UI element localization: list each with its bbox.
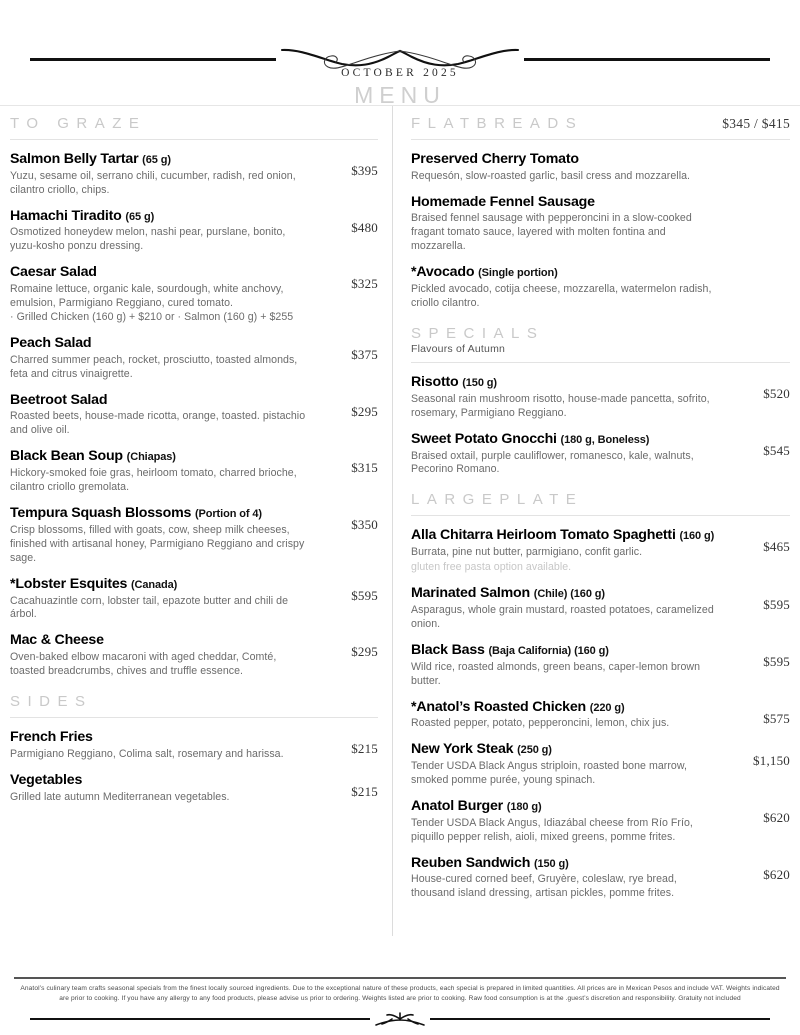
menu-item-name [10,772,312,790]
menu-item[interactable] [411,694,790,737]
menu-item-price: $215 [351,783,378,799]
menu-item-name [411,699,720,717]
menu-item-price: $295 [351,644,378,660]
section-divider [10,717,378,718]
menu-item-body [411,585,728,632]
menu-item-description: Grilled late autumn Mediterranean vegetables. [10,790,230,803]
menu-item-description: Requesón, slow-roasted garlic, basil cress and mozzarella. [411,169,691,182]
menu-item-price: $295 [351,403,378,419]
menu-item[interactable] [411,426,790,483]
menu-item-name [411,585,720,603]
menu-item[interactable] [411,736,790,793]
menu-item-name [411,194,720,212]
menu-item[interactable] [411,580,790,637]
menu-item[interactable] [411,850,790,907]
menu-item-name [10,151,312,169]
menu-item-name-text: Reuben Sandwich [411,854,531,871]
page-title: MENU [354,82,446,108]
menu-item-name-text: Black Bass [411,641,485,658]
menu-item-body [411,374,728,421]
menu-item-qualifier: (65 g) [142,154,171,166]
menu-item-price: $325 [351,276,378,292]
menu-item-price [728,194,790,206]
menu-item-price [728,264,790,276]
menu-item-name-text: Marinated Salmon [411,585,530,602]
menu-item-price: $595 [763,653,790,669]
menu-item-price: $520 [763,386,790,402]
menu-item-body [411,264,728,311]
menu-item-name-text: Beetroot Salad [10,391,108,408]
menu-item[interactable] [10,259,378,330]
menu-item-body [10,632,320,679]
menu-item-qualifier: (Portion of 4) [194,508,262,521]
menu-item-description: Oven-baked elbow macaroni with aged cheddar, Comté, toasted breadcrumbs, chives and truffle essence. [10,651,277,678]
menu-item-qualifier: (Chile) (160 g) [533,588,605,601]
header-rule-left [30,58,276,61]
issue-date: OCTOBER 2025 [341,67,459,79]
menu-item-name [10,264,312,282]
menu-item-body [10,772,320,805]
menu-item-name-text: Black Bean Soup [10,448,123,465]
section-title: SIDES [10,693,93,711]
menu-item-name-text: *Anatol’s Roasted Chicken [411,698,587,715]
header-rule-right [524,58,770,61]
menu-item-name [411,151,720,169]
menu-item-body [411,699,728,732]
menu-item-name-text: Homemade Fennel Sausage [411,193,595,210]
menu-item-body [10,151,320,198]
menu-item-body [411,527,728,575]
menu-item-body [10,448,320,495]
menu-item-qualifier: (180 g, Boneless) [560,433,650,446]
menu-item-price: $215 [351,741,378,757]
menu-item[interactable] [411,637,790,694]
menu-item-description: Tender USDA Black Angus, Idiazábal cheese from Río Frío, piquillo pepper relish, aioli, mixed greens, pomme frites. [411,816,693,843]
menu-item-description: Roasted beets, house-made ricotta, orange, toasted. pistachio and olive oil. [10,410,306,437]
footer [0,977,800,1035]
menu-item-price: $595 [763,597,790,613]
section-divider [10,139,378,140]
menu-item-description: Wild rice, roasted almonds, green beans, caper-lemon brown butter. [411,660,701,687]
menu-item[interactable] [10,146,378,203]
menu-item[interactable] [10,767,378,810]
menu-item-name-text: Anatol Burger [411,797,503,814]
section-header [10,106,378,132]
section-divider [411,515,790,516]
menu-item-price: $480 [351,219,378,235]
section-subtitle: Flavours of Autumn [411,343,506,356]
menu-item-price: $1,150 [753,753,790,769]
menu-item-body [411,431,728,478]
menu-item-name [10,576,312,594]
menu-item-body [10,392,320,439]
menu-item[interactable] [10,627,378,684]
footer-rule-right [430,1018,770,1021]
menu-item[interactable] [411,189,790,260]
menu-item[interactable] [10,571,378,628]
menu-item-description: Burrata, pine nut butter, parmigiano, confit garlic. [411,546,643,559]
section-divider [411,139,790,140]
menu-item[interactable] [10,330,378,387]
menu-item-body [10,505,320,566]
menu-item-name-text: Tempura Squash Blossoms [10,505,192,522]
menu-item-qualifier: (220 g) [589,701,625,714]
menu-item-description: House-cured corned beef, Gruyère, coleslaw, rye bread, thousand island dressing, artisan pickles, pomme frites. [411,873,677,900]
menu-item-body [411,798,728,845]
menu-item-name [10,448,312,466]
menu-item-qualifier: (160 g) [679,530,715,543]
menu-item-description: Braised fennel sausage with pepperoncini in a slow-cooked fragant tomato sauce, layered with molten fontina and mozzarella. [411,212,692,253]
menu-item-name [10,632,312,650]
menu-item[interactable] [10,387,378,444]
menu-item-name-text: Caesar Salad [10,264,97,281]
menu-item-description: Osmotized honeydew melon, nashi pear, purslane, bonito, yuzu-kosho ponzu dressing. [10,226,286,253]
menu-item-body [10,335,320,382]
menu-item-name-text: Sweet Potato Gnocchi [411,430,557,447]
menu-item-price: $575 [763,710,790,726]
menu-item-price: $350 [351,517,378,533]
section-price-note: $345 / $415 [722,116,790,131]
menu-item-name [411,527,720,545]
menu-item-description: Hickory-smoked foie gras, heirloom tomato, charred brioche, cilantro criollo gremolata. [10,467,297,494]
menu-item-name [411,374,720,392]
menu-item-body [411,741,728,788]
menu-item-description: Seasonal rain mushroom risotto, house-made pancetta, sofrito, rosemary, Parmigiano Reggiano. [411,392,710,419]
menu-item-name [10,729,312,747]
menu-item-name-text: Hamachi Tiradito [10,207,122,224]
menu-item-body [411,855,728,902]
menu-item-name-text: Mac & Cheese [10,632,104,649]
menu-item[interactable] [10,443,378,500]
menu-item-name-text: Peach Salad [10,335,92,352]
menu-item-qualifier: (Chiapas) [126,451,176,464]
menu-item-price: $620 [763,866,790,882]
menu-item-name-text: Alla Chitarra Heirloom Tomato Spaghetti [411,527,676,544]
menu-item-description: Romaine lettuce, organic kale, sourdough, white anchovy, emulsion, Parmigiano Reggiano, cured tomato. [10,283,284,310]
menu-item-qualifier: (Baja California) (160 g) [488,644,609,657]
menu-item-body [411,194,728,255]
menu-item-name [411,264,720,282]
section-header [411,316,790,342]
menu-item[interactable] [411,259,790,316]
menu-item-description: Crisp blossoms, filled with goats, cow, sheep milk cheeses, finished with artisanal honey, Parmigiano Reggiano and crispy sage. [10,523,305,564]
menu-item-name [10,208,312,226]
menu-item-description: Parmigiano Reggiano, Colima salt, rosemary and harissa. [10,747,284,760]
menu-item-name [411,741,720,759]
menu-item-name [10,505,312,523]
menu-item-name-text: French Fries [10,729,93,746]
menu-item-price: $395 [351,163,378,178]
bottom-ornament-row [30,1011,770,1027]
menu-item-body [411,642,728,689]
menu-item-name-text: Vegetables [10,771,83,788]
masthead [0,0,800,108]
menu-item-name [411,431,720,449]
menu-item-name [411,855,720,873]
menu-item-price: $595 [351,587,378,603]
right-column [392,106,790,936]
menu-item-name-text: New York Steak [411,741,514,758]
menu-item-body [10,208,320,255]
section-header [411,482,790,508]
menu-item[interactable] [10,203,378,260]
section-title: FLATBREADS [411,115,584,132]
menu-item-price: $465 [763,539,790,555]
menu-item-description: Yuzu, sesame oil, serrano chili, cucumber, radish, red onion, cilantro criollo, chips. [10,169,296,196]
menu-item-body [411,151,728,184]
menu-item[interactable] [411,522,790,580]
section-divider [411,362,790,363]
section-title: TO GRAZE [10,115,147,132]
menu-item-name-text: *Avocado [411,264,475,281]
section-header [10,684,378,710]
menu-item[interactable] [411,146,790,189]
section-title: SPECIALS [411,325,545,343]
menu-item-name [10,392,312,410]
menu-item-body [10,264,320,325]
menu-item[interactable] [10,724,378,767]
footer-rule [14,977,786,979]
fleuron-ornament-icon [370,1011,430,1027]
menu-item-name [10,335,312,353]
menu-item-qualifier: (150 g) [533,857,569,870]
menu-item-addon: · Grilled Chicken (160 g) + $210 or · Salmon (160 g) + $255 [10,311,294,324]
disclaimer-text: Anatol’s culinary team crafts seasonal specials from the finest locally sourced ingredients. Due to the exceptional nature of these products, each special is prepared in limited quantities. All prices are in Mexican Pesos and include VAT. Weights indicated are prior to cooking. If you have any allergy to any food products, please advise us prior to ordering. Weights listed are prior to cooking. Raw food consumption is at the .guest’s discretion and responsibility. Gratuity not included [20,984,780,1002]
menu-item-price: $545 [763,442,790,458]
menu-item-price [728,151,790,163]
menu-item-name-text: *Lobster Esquites [10,575,128,592]
menu-item-qualifier: (Single portion) [478,267,558,280]
menu-item-description: Braised oxtail, purple cauliflower, romanesco, kale, walnuts, Pecorino Romano. [411,449,694,476]
menu-item[interactable] [411,369,790,426]
menu-item-body [10,576,320,623]
menu-item-description: Cacahuazintle corn, lobster tail, epazote butter and chili de árbol. [10,594,289,621]
menu-item-description: Pickled avocado, cotija cheese, mozzarella, watermelon radish, criollo cilantro. [411,283,712,310]
menu-item-qualifier: (250 g) [517,744,552,757]
menu-item-price: $375 [351,347,378,363]
footer-rule-left [30,1018,370,1021]
menu-item[interactable] [10,500,378,571]
menu-item-qualifier: (150 g) [462,377,497,390]
menu-item-qualifier: (180 g) [506,800,542,813]
menu-item-description: Charred summer peach, rocket, prosciutto, toasted almonds, feta and citrus vinaigrette. [10,353,298,380]
menu-item-description: Roasted pepper, potato, pepperoncini, lemon, chix jus. [411,717,670,730]
menu-item[interactable] [411,793,790,850]
section-title: LARGEPLATE [411,491,584,509]
menu-columns [0,106,800,936]
left-column [10,106,392,936]
menu-item-name-text: Risotto [411,374,459,391]
menu-item-body [10,729,320,762]
menu-item-qualifier: (Canada) [130,578,178,591]
menu-item-name-text: Salmon Belly Tartar [10,151,139,167]
menu-item-price: $620 [763,809,790,825]
menu-item-name [411,798,720,816]
menu-item-note: gluten free pasta option available. [411,561,572,574]
section-header [411,106,790,132]
menu-item-qualifier: (65 g) [125,210,155,223]
menu-item-name-text: Preserved Cherry Tomato [411,151,579,167]
menu-item-description: Asparagus, whole grain mustard, roasted potatoes, caramelized onion. [411,603,714,630]
menu-item-description: Tender USDA Black Angus striploin, roasted bone marrow, smoked pomme purée, young spinach. [411,759,687,786]
menu-item-price: $315 [351,460,378,476]
menu-item-name [411,642,720,660]
